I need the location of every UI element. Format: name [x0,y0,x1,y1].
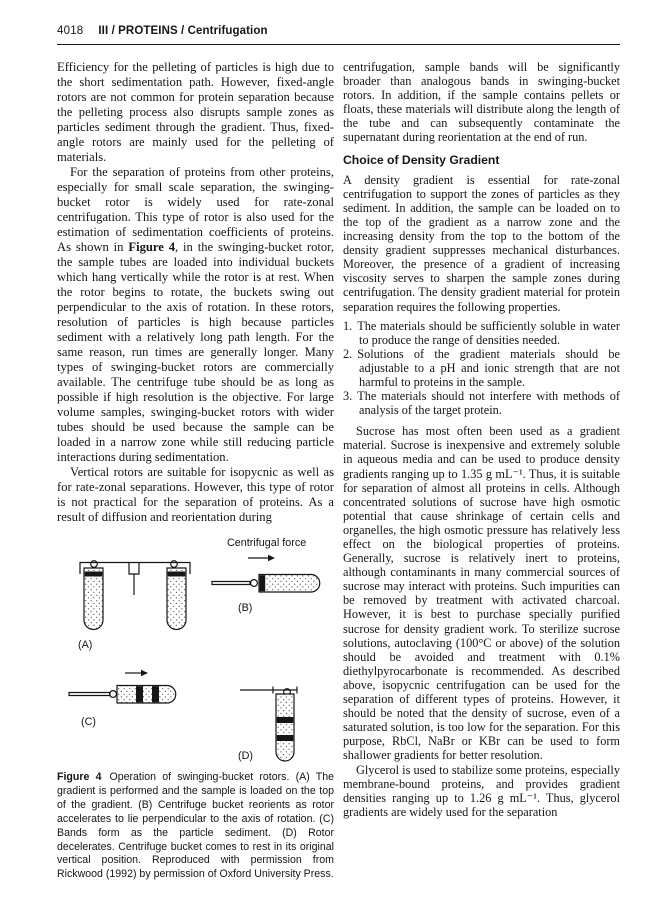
paragraph-centrifugation-continued: centrifugation, sample bands will be significantly broader than analogous bands in swinging-bucket rotors. In addition, if the sample contains pellets or floats, these materials will distribute along the length of the tube and can subsequently contaminate the supernatant during reorientation at the end of run. [343,60,620,145]
figure-4-diagram [57,533,334,765]
bucket-reoriented-assembly [212,575,320,593]
bucket-hook-left [91,561,98,568]
particle-band [277,735,294,741]
label-A: (A) [78,639,93,651]
running-title: III / PROTEINS / Centrifugation [98,25,268,37]
rotor-operation-diagram [57,533,334,765]
paragraph-vertical-rotors: Vertical rotors are suitable for isopycnic as well as for rate-zonal separations. However, this type of rotor is not practical for the separation of proteins. As a result of diffusion and reorientation during [57,465,334,524]
particle-band [136,686,143,702]
bands-forming-assembly [69,670,176,703]
list-item-text: The materials should not interfere with methods of analysis of the target protein. [357,389,620,418]
tube-a-right [167,568,186,630]
paragraph-density-gradient: A density gradient is essential for rate-zonal centrifugation to support the zones of particles as they sediment. In addition, the sample can be loaded on to the top of the gradient as a narrow zone and the increasing density from the top to the bottom of the density gradient suppresses mechanical disturbances. Moreover, the presence of a gradient of increasing viscosity serves to sharpen the sample zones during centrifugation. The density gradient material for protein separation requires the following properties. [343,172,620,314]
rotation-arrowhead [141,670,148,676]
tube-c [117,686,176,704]
rotor-arm [69,693,110,696]
paragraph-sucrose: Sucrose has most often been used as a gradient material. Sucrose is inexpensive and extremely soluble in aqueous media and can be used to produce density gradients ranging up to 1.35 g mL⁻¹. Thus, it is suitable for separation of almost all proteins in cells. Although concentrated solutions of sucrose have high osmotic potential that cause shrinkage of certain cells and organelles, the high osmotic pressure has relatively less effect on the biological properties of proteins. Generally, sucrose is relatively inert to proteins, although contaminants in many commercial sources of sucrose may interact with proteins. Such impurities can be removed by treatment with activated charcoal. However, it is best to purchase specially purified sucrose for density gradient work. To sterilize sucrose solutions, autoclaving (100°C or above) of the solution should be avoided and treatment with 0.1% diethylpyrocarbonate is recommended. As described above, isopycnic centrifugation can be used for the separation of different types of proteins. However, it should be noted that the density of sucrose, even of a saturated solution, is too low for the separation. For this purpose, RbCl, NaBr or KBr can be used to form shallower gradients for better resolution. [343,424,620,763]
page-header [57,25,620,45]
list-item-text: Solutions of the gradient materials should be adjustable to a pH and ionic strength that are not harmful to proteins in the sample. [357,346,620,389]
list-item [343,319,620,347]
figure-4 [57,533,334,882]
tube-d [276,694,294,761]
paragraph-swinging-bucket [57,165,334,465]
list-item-number: 2. [343,346,353,361]
paragraph-glycerol: Glycerol is used to stabilize some proteins, especially membrane-bound proteins, and provides gradient densities ranging up to 1.26 g mL⁻¹. Thus, glycerol gradients are widely used for the separation [343,762,620,819]
particle-band [152,686,159,702]
bucket-hook-right [171,561,178,568]
list-item-text: The materials should be sufficiently soluble in water to produce the range of densities needed. [357,318,620,347]
left-column [57,60,334,882]
label-B: (B) [238,602,253,614]
tube-a-left [84,568,103,630]
figure-caption-label: Figure 4 [57,771,102,783]
page-number: 4018 [57,25,84,37]
list-item-number: 3. [343,389,353,404]
section-heading-choice-of-density-gradient: Choice of Density Gradient [343,152,500,167]
running-head [57,25,620,45]
rotor-at-rest-assembly [80,561,190,630]
sample-band [168,572,186,577]
paragraph-pelleting-efficiency: Efficiency for the pelleting of particles is high due to the short sedimentation path. However, fixed-angle rotors are not common for protein separation because the pelleting process also disrupts sample zones as particles sediment through the gradient. Thus, fixed-angle rotors are mainly used for the pelleting of materials. [57,60,334,164]
gradient-properties-list [343,319,620,418]
centrifugal-force-arrow-icon [248,555,275,561]
sample-band [85,572,103,577]
bucket-hook [110,691,117,698]
list-item [343,389,620,417]
centrifugal-force-label: Centrifugal force [227,537,307,549]
label-C: (C) [81,716,96,728]
paragraph-text: , in the swinging-bucket rotor, the sample tubes are loaded into individual buckets which hang vertically while the rotor is at rest. When the rotor begins to rotate, the buckets swing out perpendicular to the axis of rotation. In these rotors, resolution of particles is high because particles sediment with a relatively long path length. For the same reason, run times are generally longer. Many types of swinging-bucket rotors are commercially available. The centrifuge tube should be as long as possible if high resolution is the objective. For large volume samples, swinging-bucket rotors with wider tubes should be used because the sample can be loaded in a narrow zone while still reducing particle interactions during sedimentation. [57,240,334,464]
figure-caption-text: Operation of swinging-bucket rotors. (A) The gradient is performed and the sample is loaded on the top of the gradient. (B) Centrifuge bucket reorients as rotor accelerates to lie perpendicular to the axis of rotation. (C) Bands form as the particle sediment. (D) Rotor decelerates. Centrifuge bucket comes to rest in its original vertical position. Reproduced with permission from Rickwood (1992) by permission of Oxford University Press. [57,771,334,881]
right-column [343,60,620,819]
rotor-pivot [129,563,139,575]
figure-reference: Figure 4 [128,240,176,254]
label-D: (D) [238,750,253,762]
tube-b [259,575,320,593]
figure-4-caption [57,771,334,882]
rotor-arm [212,582,250,585]
list-item-number: 1. [343,318,353,333]
particle-band [277,717,294,723]
sample-band [260,575,266,591]
paragraph-text: For the separation of proteins from other proteins, especially for small scale separation, the swinging-bucket rotor is widely used for rate-zonal centrifugation. This type of rotor is also used for the estimation of sedimentation coefficients of proteins. As shown in [57,165,334,254]
list-item [343,347,620,389]
bucket-hook [251,580,258,587]
